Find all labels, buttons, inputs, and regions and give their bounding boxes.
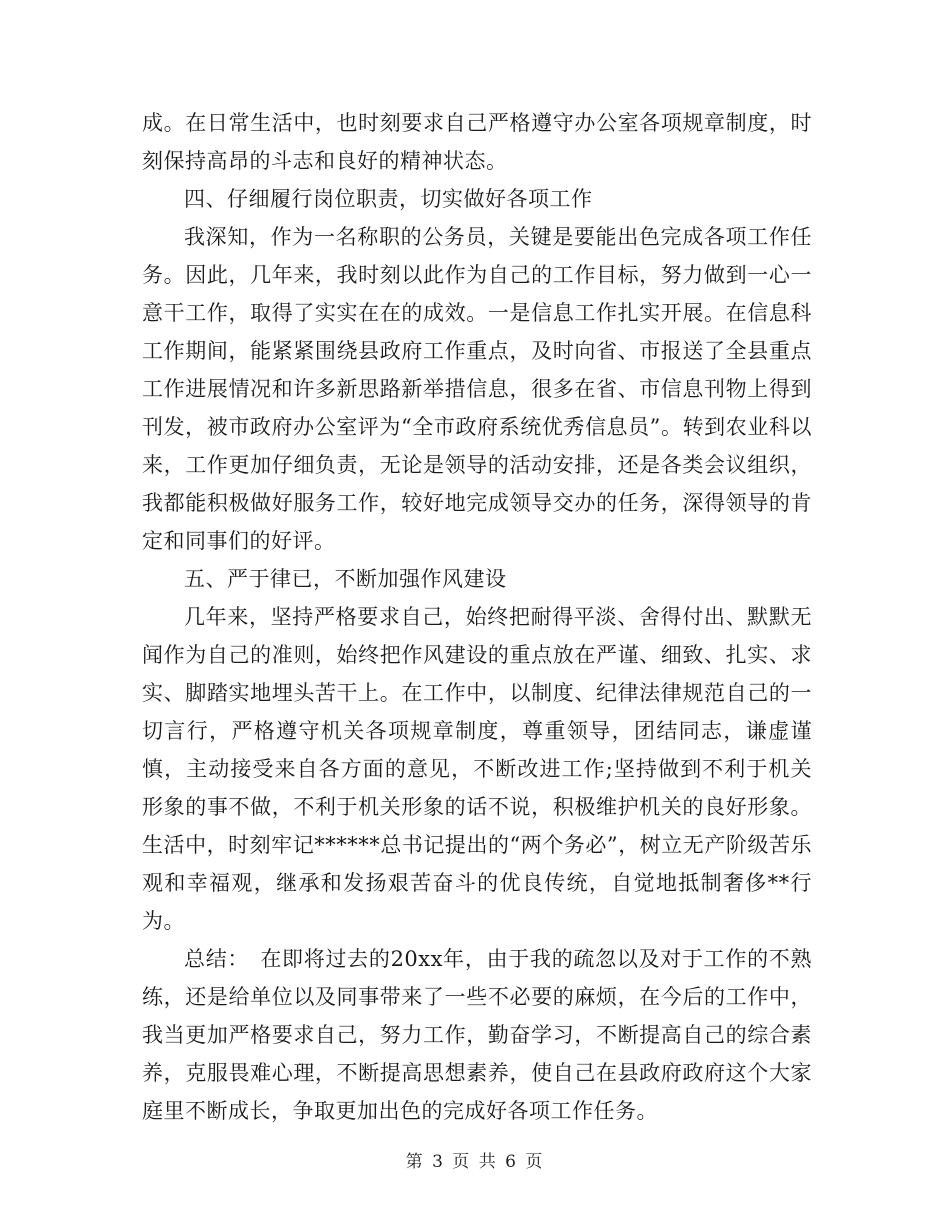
- page-number-footer: 第 3 页 共 6 页: [405, 1152, 545, 1172]
- paragraph-summary: 总结： 在即将过去的20xx年，由于我的疏忽以及对于工作的不熟练，还是给单位以及同事带来了一些不必要的麻烦，在今后的工作中，我当更加严格要求自己，努力工作，勤奋学习，不断提高自己的综合素养，克服畏难心理，不断提高思想素养，使自己在县政府政府这个大家庭里不断成长，争取更加出色的完成好各项工作任务。: [142, 947, 812, 1123]
- section-heading-four: 四、仔细履行岗位职责，切实做好各项工作: [184, 187, 593, 211]
- paragraph-work-style: 几年来，坚持严格要求自己，始终把耐得平淡、舍得付出、默默无闻作为自己的准则，始终把作风建设的重点放在严谨、细致、扎实、求实、脚踏实地埋头苦干上。在工作中，以制度、纪律法律规范自己的一切言行，严格遵守机关各项规章制度，尊重领导，团结同志，谦虚谨慎，主动接受来自各方面的意见，不断改进工作;坚持做到不利于机关形象的事不做，不利于机关形象的话不说，积极维护机关的良好形象。生活中，时刻牢记******总书记提出的“两个务必”，树立无产阶级苦乐观和幸福观，继承和发扬艰苦奋斗的优良传统，自觉地抵制奢侈**行为。: [142, 605, 812, 933]
- section-heading-five: 五、严于律已，不断加强作风建设: [184, 567, 507, 591]
- paragraph-job-duties: 我深知，作为一名称职的公务员，关键是要能出色完成各项工作任务。因此，几年来，我时刻以此作为自己的工作目标，努力做到一心一意干工作，取得了实实在在的成效。一是信息工作扎实开展。在信息科工作期间，能紧紧围绕县政府工作重点，及时向省、市报送了全县重点工作进展情况和许多新思路新举措信息，很多在省、市信息刊物上得到刊发，被市政府办公室评为“全市政府系统优秀信息员”。转到农业科以来，工作更加仔细负责，无论是领导的活动安排，还是各类会议组织，我都能积极做好服务工作，较好地完成领导交办的任务，深得领导的肯定和同事们的好评。: [142, 225, 812, 553]
- document-body: [142, 104, 812, 1130]
- paragraph-continued: 成。在日常生活中，也时刻要求自己严格遵守办公室各项规章制度，时刻保持高昂的斗志和良好的精神状态。: [142, 111, 812, 173]
